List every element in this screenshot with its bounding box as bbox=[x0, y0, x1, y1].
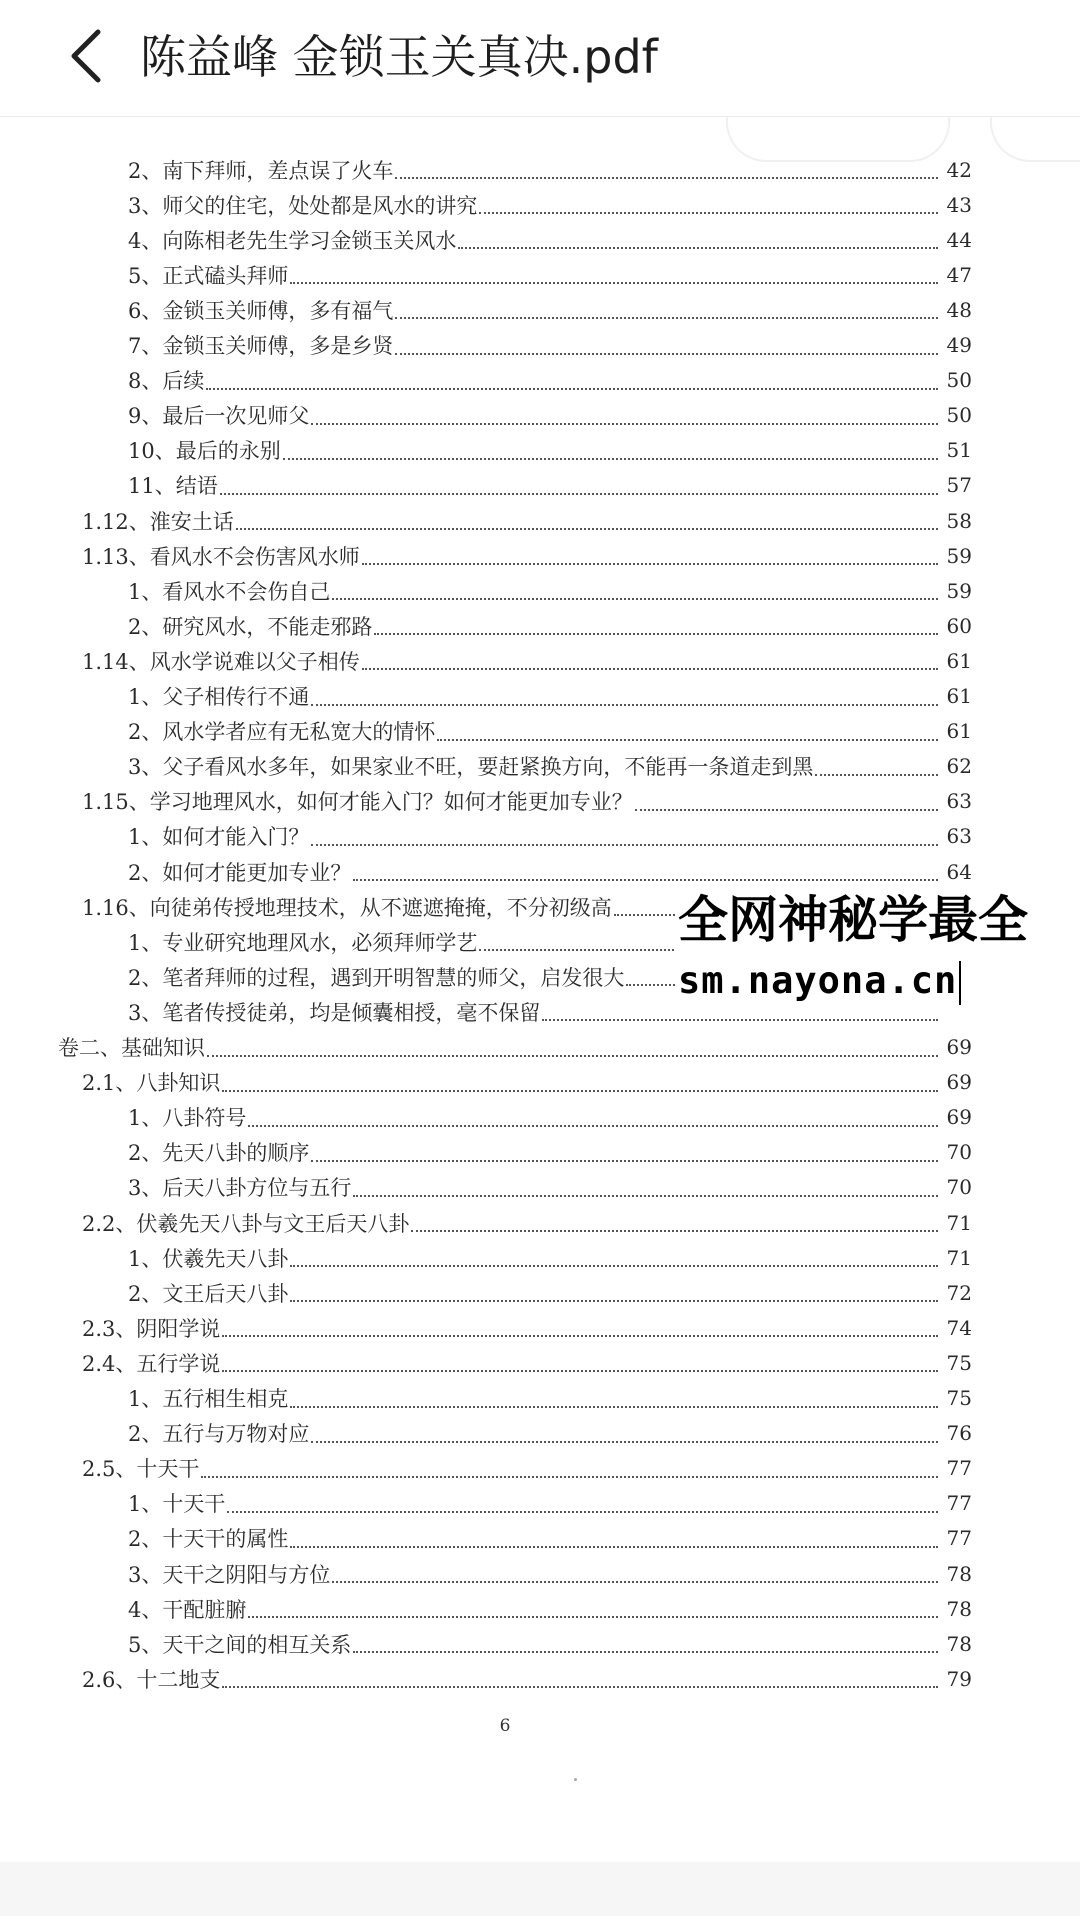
toc-leader-dots bbox=[332, 598, 938, 600]
toc-entry-label: 1、八卦符号 bbox=[128, 1106, 247, 1131]
toc-leader-dots bbox=[222, 1686, 938, 1688]
toc-entry-label: 9、最后一次见师父 bbox=[128, 404, 310, 429]
toc-entry-page: 42 bbox=[946, 157, 972, 182]
toc-entry[interactable] bbox=[58, 1030, 972, 1065]
toc-entry[interactable] bbox=[128, 257, 972, 292]
toc-entry-page: 62 bbox=[946, 754, 972, 779]
toc-entry[interactable] bbox=[128, 398, 972, 433]
toc-entry-page: 61 bbox=[946, 648, 972, 673]
toc-leader-dots bbox=[353, 1195, 938, 1197]
toc-entry[interactable] bbox=[128, 679, 972, 714]
toc-entry[interactable] bbox=[82, 503, 972, 538]
toc-entry-label: 2.3、阴阳学说 bbox=[82, 1316, 221, 1341]
toc-entry-label: 1、专业研究地理风水，必须拜师学艺 bbox=[128, 930, 478, 955]
toc-entry-label: 1、父子相传行不通 bbox=[128, 685, 310, 709]
toc-leader-dots bbox=[479, 212, 938, 214]
watermark-url-text: sm.nayona.cn bbox=[678, 959, 958, 1002]
toc-entry-label: 卷二、基础知识 bbox=[58, 1036, 205, 1060]
chevron-left-icon bbox=[62, 26, 110, 86]
page-number: 6 bbox=[499, 1716, 511, 1736]
toc-entry-label: 2、研究风水，不能走邪路 bbox=[128, 614, 373, 639]
toc-entry-label: 1、伏羲先天八卦 bbox=[128, 1246, 289, 1271]
toc-entry-label: 2、南下拜师，差点误了火车 bbox=[128, 158, 394, 183]
toc-entry[interactable] bbox=[128, 1416, 972, 1451]
toc-leader-dots bbox=[290, 1265, 938, 1267]
toc-leader-dots bbox=[207, 1055, 938, 1057]
toc-entry-page: 49 bbox=[946, 333, 972, 357]
toc-entry-page: 51 bbox=[946, 438, 972, 463]
toc-entry-page: 69 bbox=[946, 1105, 972, 1130]
toc-entry[interactable] bbox=[128, 749, 972, 784]
toc-entry-page: 63 bbox=[946, 824, 972, 849]
watermark-title: 全网神秘学最全 bbox=[678, 891, 1028, 949]
toc-leader-dots bbox=[395, 317, 938, 319]
toc-entry-label: 1.13、看风水不会伤害风水师 bbox=[82, 544, 360, 569]
toc-leader-dots bbox=[290, 1406, 938, 1408]
toc-entry[interactable] bbox=[128, 292, 972, 327]
toc-entry-label: 3、笔者传授徒弟，均是倾囊相授，毫不保留 bbox=[128, 1000, 541, 1025]
toc-entry-label: 4、干配脏腑 bbox=[128, 1597, 247, 1622]
toc-leader-dots bbox=[332, 1581, 938, 1583]
toc-entry-label: 2.6、十二地支 bbox=[82, 1667, 221, 1692]
toc-entry-page: 75 bbox=[946, 1350, 972, 1375]
toc-entry-page: 72 bbox=[946, 1280, 972, 1305]
toc-entry-label: 2、五行与万物对应 bbox=[128, 1422, 310, 1447]
toc-leader-dots bbox=[222, 1370, 938, 1372]
toc-entry-page: 69 bbox=[946, 1035, 972, 1059]
toc-entry[interactable] bbox=[128, 1626, 972, 1661]
toc-leader-dots bbox=[248, 1125, 938, 1127]
toc-entry[interactable] bbox=[128, 152, 972, 187]
toc-entry-label: 2、如何才能更加专业？ bbox=[128, 860, 352, 885]
toc-entry-page: 76 bbox=[946, 1421, 972, 1446]
toc-entry[interactable] bbox=[128, 1170, 972, 1205]
toc-entry-page: 50 bbox=[946, 368, 972, 393]
toc-leader-dots bbox=[395, 353, 938, 355]
toc-entry[interactable] bbox=[128, 1381, 972, 1416]
toc-entry-page: 79 bbox=[946, 1666, 972, 1691]
scan-speck bbox=[574, 1778, 577, 1781]
toc-entry-label: 3、父子看风水多年，如果家业不旺，要赶紧换方向，不能再一条道走到黑 bbox=[128, 755, 814, 780]
toc-entry-page: 61 bbox=[946, 684, 972, 708]
toc-entry[interactable] bbox=[82, 643, 972, 678]
toc-entry-label: 3、后天八卦方位与五行 bbox=[128, 1176, 352, 1201]
toc-entry[interactable] bbox=[128, 1486, 972, 1521]
toc-leader-dots bbox=[290, 1546, 938, 1548]
toc-leader-dots bbox=[201, 1476, 938, 1478]
toc-leader-dots bbox=[374, 633, 938, 635]
toc-entry-page: 78 bbox=[946, 1561, 972, 1586]
toc-leader-dots bbox=[206, 388, 938, 390]
toc-entry-page: 60 bbox=[946, 613, 972, 638]
toc-entry-label: 1、十天干 bbox=[128, 1492, 226, 1517]
toc-entry[interactable] bbox=[128, 222, 972, 257]
toc-leader-dots bbox=[411, 1230, 938, 1232]
toc-entry-label: 8、后续 bbox=[128, 369, 205, 394]
toc-entry-page: 71 bbox=[946, 1210, 972, 1235]
toc-entry[interactable] bbox=[82, 1345, 972, 1380]
toc-leader-dots bbox=[353, 1651, 938, 1653]
toc-entry[interactable] bbox=[128, 1556, 972, 1591]
toc-entry[interactable] bbox=[128, 819, 972, 854]
toc-entry-page: 78 bbox=[946, 1596, 972, 1621]
toc-entry-page: 47 bbox=[946, 262, 972, 287]
toc-entry[interactable] bbox=[82, 1661, 972, 1696]
toc-entry-label: 1.15、学习地理风水，如何才能入门？如何才能更加专业？ bbox=[82, 790, 633, 815]
toc-leader-dots bbox=[248, 1616, 938, 1618]
toc-leader-dots bbox=[222, 1090, 938, 1092]
watermark-url bbox=[678, 954, 961, 1008]
toc-entry-page: 59 bbox=[946, 578, 972, 603]
toc-entry-page: 44 bbox=[946, 227, 972, 252]
toc-entry[interactable] bbox=[82, 1065, 972, 1100]
watermark-overlay bbox=[676, 888, 1080, 1014]
toc-entry[interactable] bbox=[82, 1310, 972, 1345]
toc-leader-dots bbox=[222, 1335, 938, 1337]
bottom-bar bbox=[0, 1862, 1080, 1916]
toc-entry-label: 6、金锁玉关师傅，多有福气 bbox=[128, 298, 394, 323]
toc-entry[interactable] bbox=[128, 1100, 972, 1135]
toc-leader-dots bbox=[362, 563, 938, 565]
toc-entry-page: 48 bbox=[946, 297, 972, 322]
toc-leader-dots bbox=[311, 1160, 938, 1162]
toc-entry-page: 77 bbox=[946, 1526, 972, 1551]
toc-entry[interactable] bbox=[128, 1591, 972, 1626]
toc-leader-dots bbox=[227, 1511, 938, 1513]
toc-entry-page: 43 bbox=[946, 192, 972, 217]
toc-entry[interactable] bbox=[128, 468, 972, 503]
toc-entry[interactable] bbox=[82, 784, 972, 819]
toc-entry[interactable] bbox=[128, 328, 972, 363]
toc-entry-page: 63 bbox=[946, 789, 972, 814]
toc-entry[interactable] bbox=[82, 1205, 972, 1240]
toc-leader-dots bbox=[311, 1441, 938, 1443]
toc-entry-label: 5、正式磕头拜师 bbox=[128, 263, 289, 288]
toc-entry-page: 64 bbox=[946, 859, 972, 884]
toc-entry[interactable] bbox=[128, 854, 972, 889]
toc-leader-dots bbox=[353, 879, 938, 881]
toc-entry-label: 2.4、五行学说 bbox=[82, 1351, 221, 1376]
app-header bbox=[0, 0, 1080, 117]
text-cursor bbox=[959, 961, 961, 1005]
toc-entry-label: 1.16、向徒弟传授地理技术，从不遮遮掩掩，不分初级高 bbox=[82, 895, 612, 920]
toc-entry-label: 1.12、淮安土话 bbox=[82, 509, 234, 534]
toc-leader-dots bbox=[311, 704, 938, 706]
toc-leader-dots bbox=[290, 1300, 938, 1302]
toc-entry-label: 1、看风水不会伤自己 bbox=[128, 579, 331, 604]
toc-entry[interactable] bbox=[128, 714, 972, 749]
toc-leader-dots bbox=[311, 844, 938, 846]
toc-entry-page: 70 bbox=[946, 1140, 972, 1165]
toc-entry-label: 3、天干之阴阳与方位 bbox=[128, 1562, 331, 1587]
toc-leader-dots bbox=[311, 423, 938, 425]
toc-entry[interactable] bbox=[128, 1275, 972, 1310]
back-button[interactable] bbox=[62, 26, 110, 86]
toc-entry-page: 58 bbox=[946, 508, 972, 533]
toc-entry[interactable] bbox=[128, 1135, 972, 1170]
toc-entry-page: 77 bbox=[946, 1456, 972, 1481]
toc-leader-dots bbox=[395, 177, 938, 179]
toc-leader-dots bbox=[290, 282, 938, 284]
toc-entry-label: 1、如何才能入门？ bbox=[128, 825, 310, 850]
toc-entry-page: 77 bbox=[946, 1491, 972, 1516]
toc-entry-page: 70 bbox=[946, 1175, 972, 1200]
toc-entry-label: 7、金锁玉关师傅，多是乡贤 bbox=[128, 334, 394, 358]
toc-entry[interactable] bbox=[128, 1521, 972, 1556]
toc-entry-page: 59 bbox=[946, 543, 972, 568]
toc-entry-label: 2.5、十天干 bbox=[82, 1457, 200, 1482]
toc-entry-label: 1、五行相生相克 bbox=[128, 1387, 289, 1411]
toc-entry[interactable] bbox=[128, 363, 972, 398]
toc-entry-label: 2、风水学者应有无私宽大的情怀 bbox=[128, 720, 436, 745]
toc-entry[interactable] bbox=[128, 573, 972, 608]
toc-entry-page: 50 bbox=[946, 403, 972, 428]
toc-entry[interactable] bbox=[128, 433, 972, 468]
toc-entry[interactable] bbox=[128, 187, 972, 222]
document-title: 陈益峰 金锁玉关真决.pdf bbox=[140, 30, 658, 84]
toc-entry-label: 5、天干之间的相互关系 bbox=[128, 1632, 352, 1657]
toc-entry-page: 71 bbox=[946, 1245, 972, 1270]
toc-entry-label: 2.1、八卦知识 bbox=[82, 1071, 221, 1096]
toc-entry-label: 3、师父的住宅，处处都是风水的讲究 bbox=[128, 193, 478, 218]
toc-leader-dots bbox=[815, 774, 938, 776]
toc-entry-label: 2、文王后天八卦 bbox=[128, 1281, 289, 1306]
toc-entry-page: 61 bbox=[946, 719, 972, 744]
toc-leader-dots bbox=[437, 739, 938, 741]
toc-entry-label: 10、最后的永别 bbox=[128, 439, 281, 464]
toc-entry-label: 2、笔者拜师的过程，遇到开明智慧的师父，启发很大 bbox=[128, 965, 625, 990]
toc-leader-dots bbox=[542, 1019, 938, 1021]
toc-entry-label: 2、先天八卦的顺序 bbox=[128, 1141, 310, 1166]
toc-entry-page: 78 bbox=[946, 1631, 972, 1656]
toc-entry-label: 1.14、风水学说难以父子相传 bbox=[82, 649, 360, 674]
toc-entry[interactable] bbox=[128, 1240, 972, 1275]
toc-leader-dots bbox=[283, 458, 938, 460]
toc-leader-dots bbox=[635, 809, 938, 811]
toc-entry[interactable] bbox=[82, 538, 972, 573]
toc-leader-dots bbox=[458, 247, 938, 249]
toc-entry-page: 69 bbox=[946, 1070, 972, 1095]
toc-entry-page: 57 bbox=[946, 473, 972, 498]
toc-entry-label: 4、向陈相老先生学习金锁玉关风水 bbox=[128, 228, 457, 253]
toc-entry[interactable] bbox=[82, 1451, 972, 1486]
toc-entry-label: 2.2、伏羲先天八卦与文王后天八卦 bbox=[82, 1211, 410, 1236]
toc-entry-label: 2、十天干的属性 bbox=[128, 1527, 289, 1552]
toc-leader-dots bbox=[220, 493, 938, 495]
toc-leader-dots bbox=[362, 668, 938, 670]
toc-leader-dots bbox=[236, 528, 938, 530]
toc-entry-label: 11、结语 bbox=[128, 474, 218, 499]
toc-entry[interactable] bbox=[128, 608, 972, 643]
toc-entry-page: 74 bbox=[946, 1315, 972, 1340]
toc-entry-page: 75 bbox=[946, 1386, 972, 1410]
